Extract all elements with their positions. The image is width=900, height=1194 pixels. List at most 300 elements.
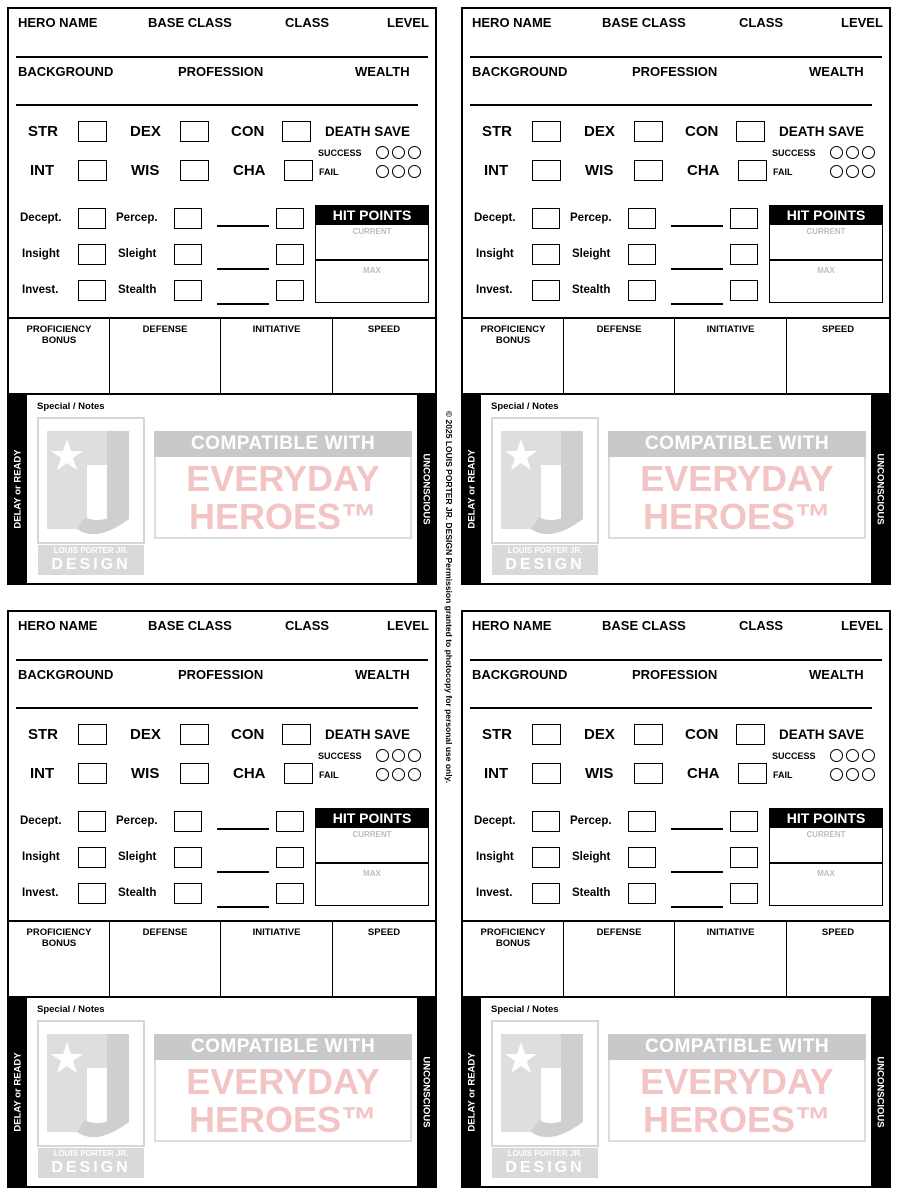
fail-checkbox[interactable]: [376, 165, 389, 178]
proficiency-bonus-label: PROFICIENCY BONUS: [26, 927, 92, 949]
skill-perception-box[interactable]: [628, 811, 656, 832]
proficiency-bonus-label: PROFICIENCY BONUS: [480, 927, 546, 949]
initiative-cell[interactable]: [675, 319, 787, 395]
hp-current-label: CURRENT: [806, 227, 846, 236]
speed-cell[interactable]: [333, 319, 435, 395]
lpj-design-logo-watermark: [491, 1020, 599, 1180]
custom-skill-line[interactable]: [671, 303, 723, 305]
success-checkbox[interactable]: [408, 146, 421, 159]
skill-deception-box[interactable]: [78, 811, 106, 832]
base-class-label: BASE CLASS: [148, 618, 232, 633]
custom-skill-box[interactable]: [730, 847, 758, 868]
defense-label: DEFENSE: [596, 927, 642, 938]
initiative-cell[interactable]: [221, 922, 333, 998]
fail-circles: [830, 165, 875, 178]
compatible-with-watermark: [154, 431, 412, 539]
custom-skill-box[interactable]: [276, 244, 304, 265]
ability-dex-label: DEX: [584, 123, 615, 140]
initiative-cell[interactable]: [675, 922, 787, 998]
ability-wis-label: WIS: [131, 765, 160, 782]
success-checkbox[interactable]: [830, 146, 843, 159]
custom-skill-line[interactable]: [671, 906, 723, 908]
proficiency-bonus-cell[interactable]: [463, 922, 564, 998]
level-label: LEVEL: [841, 15, 883, 30]
skill-insight-box[interactable]: [78, 847, 106, 868]
logo-line1: LOUIS PORTER JR.: [507, 1149, 583, 1158]
compatible-with-text: COMPATIBLE WITH: [608, 1034, 866, 1060]
custom-skill-line[interactable]: [671, 871, 723, 873]
speed-cell[interactable]: [333, 922, 435, 998]
success-checkbox[interactable]: [408, 749, 421, 762]
header-line-1: [16, 659, 428, 661]
success-circles: [376, 146, 421, 159]
ability-wis-box[interactable]: [634, 763, 663, 784]
hp-max-label: MAX: [817, 869, 835, 878]
ability-cha-label: CHA: [233, 765, 266, 782]
special-notes-area[interactable]: [27, 395, 417, 583]
compatible-brand-box: [154, 457, 412, 539]
hit-points-box: [315, 205, 429, 303]
unconscious-label: UNCONSCIOUS: [874, 453, 886, 525]
ability-str-label: STR: [28, 123, 58, 140]
fail-checkbox[interactable]: [376, 768, 389, 781]
success-label: SUCCESS: [318, 751, 362, 761]
fail-checkbox[interactable]: [862, 165, 875, 178]
delay-ready-label: DELAY or READY: [466, 449, 478, 529]
ability-str-label: STR: [28, 726, 58, 743]
fail-label: FAIL: [773, 770, 793, 780]
skill-deception-label: Decept.: [474, 815, 516, 827]
skill-sleight-label: Sleight: [118, 851, 157, 863]
logo-line1: LOUIS PORTER JR.: [507, 546, 583, 555]
lpj-design-logo-watermark: [37, 417, 145, 577]
stats-strip: [9, 920, 435, 998]
custom-skill-box[interactable]: [730, 280, 758, 301]
defense-cell[interactable]: [110, 319, 221, 395]
proficiency-bonus-cell[interactable]: [9, 319, 110, 395]
hero-name-label: HERO NAME: [18, 618, 98, 633]
brand-line2: HEROES™: [188, 1099, 378, 1140]
custom-skill-box[interactable]: [276, 847, 304, 868]
hit-points-title: HIT POINTS: [316, 809, 428, 828]
special-notes-area[interactable]: [27, 998, 417, 1186]
skill-sleight-box[interactable]: [174, 847, 202, 868]
delay-ready-label: DELAY or READY: [12, 1052, 24, 1132]
hero-name-label: HERO NAME: [18, 15, 98, 30]
unconscious-bar: [417, 395, 435, 583]
success-checkbox[interactable]: [862, 749, 875, 762]
ability-int-label: INT: [30, 765, 55, 782]
ability-cha-label: CHA: [233, 162, 266, 179]
ability-con-label: CON: [685, 123, 719, 140]
ability-cha-box[interactable]: [738, 763, 767, 784]
hero-card: [7, 610, 437, 1188]
wealth-label: WEALTH: [809, 667, 864, 682]
skill-investigation-box[interactable]: [532, 883, 560, 904]
fail-checkbox[interactable]: [862, 768, 875, 781]
success-label: SUCCESS: [772, 148, 816, 158]
hp-max-label: MAX: [363, 869, 381, 878]
ability-wis-box[interactable]: [634, 160, 663, 181]
wealth-label: WEALTH: [809, 64, 864, 79]
hp-divider: [770, 259, 882, 261]
special-notes-label: Special / Notes: [491, 1004, 559, 1015]
unconscious-label: UNCONSCIOUS: [420, 453, 432, 525]
custom-skill-box[interactable]: [730, 811, 758, 832]
ability-wis-label: WIS: [585, 162, 614, 179]
hp-divider: [770, 862, 882, 864]
class-label: CLASS: [285, 618, 330, 633]
fail-checkbox[interactable]: [392, 165, 405, 178]
logo-line1: LOUIS PORTER JR.: [53, 546, 129, 555]
logo-line2: DESIGN: [505, 1159, 585, 1176]
base-class-label: BASE CLASS: [602, 15, 686, 30]
speed-cell[interactable]: [787, 319, 889, 395]
skill-insight-box[interactable]: [532, 244, 560, 265]
base-class-label: BASE CLASS: [602, 618, 686, 633]
special-notes-area[interactable]: [481, 998, 871, 1186]
unconscious-bar: [871, 395, 889, 583]
fail-checkbox[interactable]: [846, 768, 859, 781]
initiative-label: INITIATIVE: [252, 927, 301, 938]
skill-perception-box[interactable]: [628, 208, 656, 229]
profession-label: PROFESSION: [178, 64, 264, 79]
custom-skill-line[interactable]: [217, 871, 269, 873]
hit-points-title: HIT POINTS: [770, 809, 882, 828]
skill-sleight-box[interactable]: [174, 244, 202, 265]
lpj-design-logo-watermark: [491, 417, 599, 577]
unconscious-label: UNCONSCIOUS: [420, 1056, 432, 1128]
success-checkbox[interactable]: [846, 749, 859, 762]
brand-line2: HEROES™: [642, 1099, 832, 1140]
delay-ready-bar: [9, 998, 27, 1186]
success-checkbox[interactable]: [392, 146, 405, 159]
fail-circles: [376, 165, 421, 178]
custom-skill-box[interactable]: [276, 883, 304, 904]
header-line-2: [470, 707, 872, 709]
fail-label: FAIL: [319, 167, 339, 177]
fail-checkbox[interactable]: [830, 165, 843, 178]
hit-points-box: [769, 808, 883, 906]
brand-line1: EVERYDAY: [186, 1061, 380, 1102]
fail-checkbox[interactable]: [846, 165, 859, 178]
background-label: BACKGROUND: [18, 667, 114, 682]
brand-line2: HEROES™: [642, 496, 832, 537]
hp-current-label: CURRENT: [352, 227, 392, 236]
special-notes-label: Special / Notes: [37, 401, 105, 412]
hit-points-box: [315, 808, 429, 906]
profession-label: PROFESSION: [632, 667, 718, 682]
brand-line1: EVERYDAY: [186, 458, 380, 499]
ability-int-box[interactable]: [532, 763, 561, 784]
skill-sleight-label: Sleight: [572, 248, 611, 260]
hp-current-label: CURRENT: [806, 830, 846, 839]
logo-line2: DESIGN: [505, 556, 585, 573]
ability-cha-box[interactable]: [284, 160, 313, 181]
skill-deception-box[interactable]: [532, 208, 560, 229]
header-line-2: [16, 104, 418, 106]
skill-investigation-label: Invest.: [476, 887, 513, 899]
compatible-with-text: COMPATIBLE WITH: [608, 431, 866, 457]
ability-str-box[interactable]: [78, 121, 107, 142]
proficiency-bonus-label: PROFICIENCY BONUS: [480, 324, 546, 346]
fail-checkbox[interactable]: [830, 768, 843, 781]
special-notes-area[interactable]: [481, 395, 871, 583]
skill-insight-box[interactable]: [532, 847, 560, 868]
defense-cell[interactable]: [564, 319, 675, 395]
skill-sleight-box[interactable]: [628, 244, 656, 265]
defense-label: DEFENSE: [142, 324, 188, 335]
ability-int-box[interactable]: [78, 763, 107, 784]
ability-wis-box[interactable]: [180, 763, 209, 784]
skill-perception-box[interactable]: [174, 811, 202, 832]
custom-skill-box[interactable]: [730, 244, 758, 265]
wealth-label: WEALTH: [355, 64, 410, 79]
skill-stealth-label: Stealth: [118, 887, 157, 899]
ability-con-label: CON: [685, 726, 719, 743]
hp-max-label: MAX: [363, 266, 381, 275]
hero-card: [461, 7, 891, 585]
skill-perception-label: Percep.: [116, 815, 158, 827]
skill-insight-label: Insight: [22, 248, 60, 260]
success-circles: [830, 146, 875, 159]
special-notes-label: Special / Notes: [37, 1004, 105, 1015]
speed-label: SPEED: [821, 927, 855, 938]
skill-investigation-box[interactable]: [532, 280, 560, 301]
skill-insight-label: Insight: [22, 851, 60, 863]
fail-circles: [830, 768, 875, 781]
class-label: CLASS: [285, 15, 330, 30]
hero-card: [7, 7, 437, 585]
hit-points-title: HIT POINTS: [316, 206, 428, 225]
initiative-label: INITIATIVE: [706, 324, 755, 335]
skill-sleight-box[interactable]: [628, 847, 656, 868]
initiative-label: INITIATIVE: [252, 324, 301, 335]
ability-con-box[interactable]: [736, 121, 765, 142]
ability-dex-label: DEX: [584, 726, 615, 743]
delay-ready-label: DELAY or READY: [12, 449, 24, 529]
skill-stealth-box[interactable]: [628, 280, 656, 301]
logo-line2: DESIGN: [51, 1159, 131, 1176]
header-line-2: [16, 707, 418, 709]
hp-current-label: CURRENT: [352, 830, 392, 839]
death-save-label: DEATH SAVE: [779, 727, 865, 742]
ability-dex-label: DEX: [130, 123, 161, 140]
skill-investigation-box[interactable]: [78, 280, 106, 301]
unconscious-bar: [417, 998, 435, 1186]
profession-label: PROFESSION: [178, 667, 264, 682]
class-label: CLASS: [739, 618, 784, 633]
ability-wis-label: WIS: [131, 162, 160, 179]
header-line-1: [16, 56, 428, 58]
ability-con-label: CON: [231, 726, 265, 743]
speed-label: SPEED: [821, 324, 855, 335]
ability-dex-box[interactable]: [634, 724, 663, 745]
ability-cha-label: CHA: [687, 162, 720, 179]
skill-stealth-box[interactable]: [174, 280, 202, 301]
fail-label: FAIL: [319, 770, 339, 780]
skill-investigation-label: Invest.: [22, 284, 59, 296]
defense-cell[interactable]: [564, 922, 675, 998]
logo-line2: DESIGN: [51, 556, 131, 573]
compatible-brand-box: [608, 1060, 866, 1142]
success-checkbox[interactable]: [392, 749, 405, 762]
hit-points-title: HIT POINTS: [770, 206, 882, 225]
level-label: LEVEL: [387, 618, 429, 633]
fail-circles: [376, 768, 421, 781]
custom-skill-line[interactable]: [217, 225, 269, 227]
skill-perception-label: Percep.: [116, 212, 158, 224]
skill-stealth-label: Stealth: [572, 887, 611, 899]
hero-name-label: HERO NAME: [472, 15, 552, 30]
skill-perception-box[interactable]: [174, 208, 202, 229]
ability-cha-box[interactable]: [284, 763, 313, 784]
success-checkbox[interactable]: [846, 146, 859, 159]
compatible-with-watermark: [154, 1034, 412, 1142]
ability-dex-box[interactable]: [180, 724, 209, 745]
custom-skill-box[interactable]: [276, 208, 304, 229]
ability-str-box[interactable]: [78, 724, 107, 745]
custom-skill-box[interactable]: [276, 280, 304, 301]
unconscious-bar: [871, 998, 889, 1186]
background-label: BACKGROUND: [472, 64, 568, 79]
skill-insight-label: Insight: [476, 248, 514, 260]
compatible-with-text: COMPATIBLE WITH: [154, 431, 412, 457]
wealth-label: WEALTH: [355, 667, 410, 682]
custom-skill-line[interactable]: [217, 303, 269, 305]
success-checkbox[interactable]: [376, 146, 389, 159]
skill-insight-label: Insight: [476, 851, 514, 863]
skill-deception-label: Decept.: [20, 815, 62, 827]
success-checkbox[interactable]: [862, 146, 875, 159]
ability-str-box[interactable]: [532, 121, 561, 142]
ability-con-box[interactable]: [282, 724, 311, 745]
ability-cha-label: CHA: [687, 765, 720, 782]
success-label: SUCCESS: [318, 148, 362, 158]
special-notes-label: Special / Notes: [491, 401, 559, 412]
skill-deception-label: Decept.: [20, 212, 62, 224]
skill-sleight-label: Sleight: [572, 851, 611, 863]
custom-skill-box[interactable]: [276, 811, 304, 832]
profession-label: PROFESSION: [632, 64, 718, 79]
delay-ready-label: DELAY or READY: [466, 1052, 478, 1132]
hit-points-box: [769, 205, 883, 303]
brand-line1: EVERYDAY: [640, 1061, 834, 1102]
ability-int-label: INT: [484, 765, 509, 782]
background-label: BACKGROUND: [472, 667, 568, 682]
compatible-with-watermark: [608, 1034, 866, 1142]
ability-str-label: STR: [482, 123, 512, 140]
compatible-with-text: COMPATIBLE WITH: [154, 1034, 412, 1060]
header-line-1: [470, 56, 882, 58]
stats-strip: [9, 317, 435, 395]
level-label: LEVEL: [841, 618, 883, 633]
class-label: CLASS: [739, 15, 784, 30]
ability-int-label: INT: [484, 162, 509, 179]
compatible-brand-box: [608, 457, 866, 539]
ability-con-box[interactable]: [736, 724, 765, 745]
custom-skill-box[interactable]: [730, 883, 758, 904]
custom-skill-line[interactable]: [671, 225, 723, 227]
skill-stealth-label: Stealth: [118, 284, 157, 296]
custom-skill-line[interactable]: [217, 268, 269, 270]
ability-int-box[interactable]: [532, 160, 561, 181]
ability-con-label: CON: [231, 123, 265, 140]
ability-str-box[interactable]: [532, 724, 561, 745]
death-save-label: DEATH SAVE: [325, 124, 411, 139]
delay-ready-bar: [9, 395, 27, 583]
proficiency-bonus-cell[interactable]: [463, 319, 564, 395]
ability-dex-label: DEX: [130, 726, 161, 743]
ability-str-label: STR: [482, 726, 512, 743]
ability-dex-box[interactable]: [634, 121, 663, 142]
skill-stealth-label: Stealth: [572, 284, 611, 296]
fail-checkbox[interactable]: [408, 165, 421, 178]
skill-investigation-box[interactable]: [78, 883, 106, 904]
hp-max-label: MAX: [817, 266, 835, 275]
death-save-label: DEATH SAVE: [325, 727, 411, 742]
skill-deception-label: Decept.: [474, 212, 516, 224]
defense-label: DEFENSE: [142, 927, 188, 938]
skill-sleight-label: Sleight: [118, 248, 157, 260]
ability-int-box[interactable]: [78, 160, 107, 181]
stats-strip: [463, 920, 889, 998]
delay-ready-bar: [463, 998, 481, 1186]
custom-skill-box[interactable]: [730, 208, 758, 229]
logo-line1: LOUIS PORTER JR.: [53, 1149, 129, 1158]
fail-checkbox[interactable]: [408, 768, 421, 781]
skill-stealth-box[interactable]: [628, 883, 656, 904]
proficiency-bonus-cell[interactable]: [9, 922, 110, 998]
fail-checkbox[interactable]: [392, 768, 405, 781]
copyright-notice: © 2025 LOUIS PORTER JR. DESIGN Permission granted to photocopy for personal use only.: [444, 410, 454, 784]
ability-wis-box[interactable]: [180, 160, 209, 181]
skill-stealth-box[interactable]: [174, 883, 202, 904]
skill-deception-box[interactable]: [532, 811, 560, 832]
proficiency-bonus-label: PROFICIENCY BONUS: [26, 324, 92, 346]
success-checkbox[interactable]: [376, 749, 389, 762]
success-circles: [830, 749, 875, 762]
defense-label: DEFENSE: [596, 324, 642, 335]
custom-skill-line[interactable]: [671, 828, 723, 830]
ability-con-box[interactable]: [282, 121, 311, 142]
hero-name-label: HERO NAME: [472, 618, 552, 633]
initiative-cell[interactable]: [221, 319, 333, 395]
success-checkbox[interactable]: [830, 749, 843, 762]
background-label: BACKGROUND: [18, 64, 114, 79]
level-label: LEVEL: [387, 15, 429, 30]
skill-investigation-label: Invest.: [22, 887, 59, 899]
skill-deception-box[interactable]: [78, 208, 106, 229]
delay-ready-bar: [463, 395, 481, 583]
success-circles: [376, 749, 421, 762]
speed-cell[interactable]: [787, 922, 889, 998]
ability-cha-box[interactable]: [738, 160, 767, 181]
speed-label: SPEED: [367, 324, 401, 335]
custom-skill-line[interactable]: [671, 268, 723, 270]
header-line-1: [470, 659, 882, 661]
custom-skill-line[interactable]: [217, 906, 269, 908]
ability-dex-box[interactable]: [180, 121, 209, 142]
initiative-label: INITIATIVE: [706, 927, 755, 938]
custom-skill-line[interactable]: [217, 828, 269, 830]
death-save-label: DEATH SAVE: [779, 124, 865, 139]
brand-line1: EVERYDAY: [640, 458, 834, 499]
hp-divider: [316, 259, 428, 261]
defense-cell[interactable]: [110, 922, 221, 998]
skill-insight-box[interactable]: [78, 244, 106, 265]
ability-int-label: INT: [30, 162, 55, 179]
